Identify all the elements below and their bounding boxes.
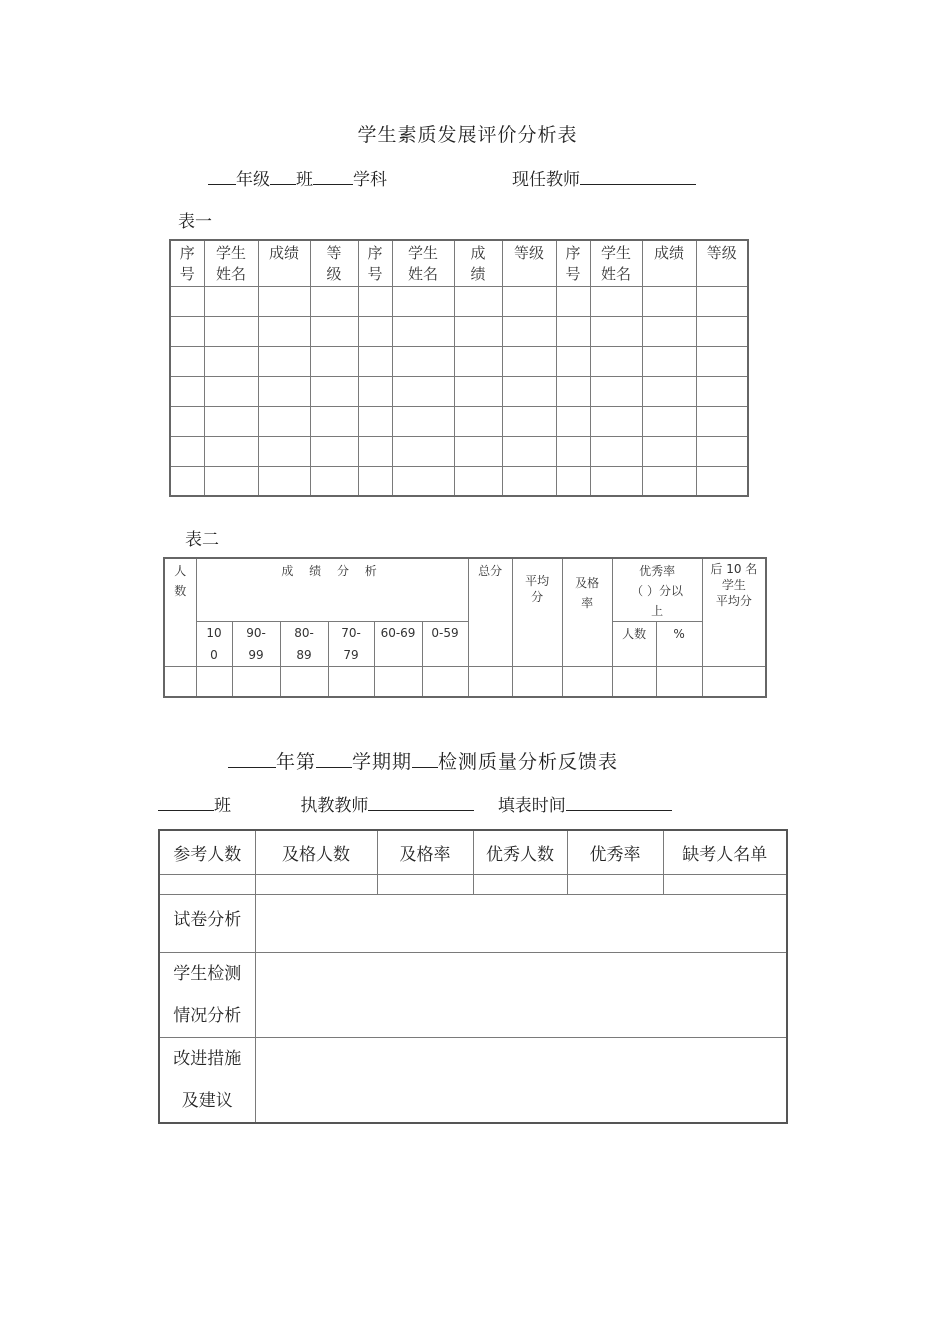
table1-cell <box>358 406 392 436</box>
table1-cell <box>642 316 696 346</box>
table1-cell <box>502 376 556 406</box>
table1-cell <box>502 316 556 346</box>
table1-cell <box>590 376 642 406</box>
table1-cell <box>392 346 454 376</box>
row-label-paper: 试卷分析 <box>159 894 255 952</box>
table1-cell <box>590 346 642 376</box>
col-score-analysis: 成 绩 分 析 <box>196 558 468 622</box>
table1-cell <box>454 466 502 496</box>
report-blank-cell <box>159 874 255 894</box>
teacher-label: 现任教师 <box>512 170 580 190</box>
table1-cell <box>454 436 502 466</box>
table1-cell <box>556 316 590 346</box>
table1-label: 表一 <box>178 212 212 232</box>
table2-cell <box>280 667 328 697</box>
table1-cell <box>392 316 454 346</box>
improve-cell <box>255 1037 787 1123</box>
table1 <box>169 239 749 497</box>
table1-cell <box>502 406 556 436</box>
table1-cell <box>454 346 502 376</box>
subject-label: 学科 <box>353 170 387 190</box>
table1-cell <box>502 346 556 376</box>
table1-cell <box>204 436 258 466</box>
table2-cell <box>512 667 562 697</box>
table1-cell <box>556 286 590 316</box>
meta-teacher: 执教教师 <box>300 796 369 816</box>
table1-cell <box>310 466 358 496</box>
table1-header-cell: 成绩 <box>258 240 310 286</box>
report-blank-cell <box>255 874 377 894</box>
report-header-cell: 缺考人名单 <box>663 830 787 874</box>
excellent-sub-cell: 人数 <box>612 622 656 667</box>
table1-cell <box>556 346 590 376</box>
table1-cell <box>696 316 748 346</box>
table1-cell <box>170 406 204 436</box>
table2-cell <box>612 667 656 697</box>
table1-cell <box>696 376 748 406</box>
report-title-term: 学期期 <box>352 751 413 773</box>
table1-cell <box>642 406 696 436</box>
table1-cell <box>392 466 454 496</box>
table1-header-cell: 学生 姓名 <box>204 240 258 286</box>
row-label-student: 学生检测 情况分析 <box>159 952 255 1037</box>
table1-cell <box>358 286 392 316</box>
table1-header-cell: 学生 姓名 <box>590 240 642 286</box>
table1-cell <box>696 406 748 436</box>
table1-cell <box>358 316 392 346</box>
table1-cell <box>556 406 590 436</box>
table2-label: 表二 <box>185 530 219 550</box>
table1-cell <box>204 316 258 346</box>
table1-header-cell: 序 号 <box>170 240 204 286</box>
table1-cell <box>310 316 358 346</box>
table1-cell <box>258 316 310 346</box>
report-table <box>158 829 788 1124</box>
col-avg: 平均 分 <box>512 558 562 667</box>
table1-cell <box>170 376 204 406</box>
report-header-cell: 参考人数 <box>159 830 255 874</box>
table1-cell <box>696 286 748 316</box>
score-band-cell: 10 0 <box>196 622 232 667</box>
report-title <box>228 747 618 774</box>
table-row <box>170 316 748 346</box>
score-band-cell: 90- 99 <box>232 622 280 667</box>
report-header-cell: 及格人数 <box>255 830 377 874</box>
table1-cell <box>590 436 642 466</box>
report-blank-cell <box>663 874 787 894</box>
table1-cell <box>358 466 392 496</box>
table1-cell <box>170 316 204 346</box>
table1-cell <box>454 286 502 316</box>
table1-cell <box>392 406 454 436</box>
report-header-cell: 优秀率 <box>567 830 663 874</box>
table1-cell <box>454 406 502 436</box>
report-blank-cell <box>473 874 567 894</box>
excellent-sub-cell: % <box>656 622 702 667</box>
table1-cell <box>642 286 696 316</box>
table1-cell <box>590 316 642 346</box>
table-row <box>170 286 748 316</box>
table1-cell <box>170 286 204 316</box>
table2-cell <box>562 667 612 697</box>
table1-cell <box>392 286 454 316</box>
table1-cell <box>502 466 556 496</box>
table1-cell <box>310 436 358 466</box>
table2-cell <box>468 667 512 697</box>
table1-cell <box>642 346 696 376</box>
report-title-year: 年第 <box>276 751 317 773</box>
table1-cell <box>556 436 590 466</box>
table1-cell <box>258 346 310 376</box>
table1-header-cell: 等级 <box>502 240 556 286</box>
table1-cell <box>358 346 392 376</box>
table1-header-cell: 等 级 <box>310 240 358 286</box>
table1-header-cell: 学生 姓名 <box>392 240 454 286</box>
meta-fill-time: 填表时间 <box>497 796 566 816</box>
table1-header-cell: 序 号 <box>358 240 392 286</box>
table2-cell <box>328 667 374 697</box>
table1-header-cell: 成绩 <box>642 240 696 286</box>
score-band-cell: 80- 89 <box>280 622 328 667</box>
table1-cell <box>502 436 556 466</box>
report-header-cell: 及格率 <box>377 830 473 874</box>
header-line <box>208 165 387 190</box>
table1-cell <box>556 466 590 496</box>
table1-cell <box>258 376 310 406</box>
table1-cell <box>258 406 310 436</box>
table1-cell <box>204 286 258 316</box>
table1-cell <box>310 346 358 376</box>
table1-cell <box>454 376 502 406</box>
table2-cell <box>422 667 468 697</box>
table1-cell <box>392 436 454 466</box>
table2-cell <box>196 667 232 697</box>
student-analysis-cell <box>255 952 787 1037</box>
report-title-rest: 检测质量分析反馈表 <box>438 751 619 773</box>
table1-cell <box>258 466 310 496</box>
table2-cell <box>232 667 280 697</box>
table1-cell <box>590 286 642 316</box>
score-band-cell: 60-69 <box>374 622 422 667</box>
report-meta <box>158 791 718 816</box>
table2-cell <box>656 667 702 697</box>
page-title: 学生素质发展评价分析表 <box>357 124 578 146</box>
report-blank-cell <box>377 874 473 894</box>
table1-cell <box>642 466 696 496</box>
table1-cell <box>590 466 642 496</box>
table1-cell <box>258 286 310 316</box>
table1-cell <box>258 436 310 466</box>
table2-cell <box>374 667 422 697</box>
table1-cell <box>204 346 258 376</box>
table2-cell <box>702 667 766 697</box>
paper-analysis-cell <box>255 894 787 952</box>
table1-cell <box>170 436 204 466</box>
col-total: 总分 <box>468 558 512 667</box>
teacher-line <box>512 165 696 190</box>
table1-cell <box>696 466 748 496</box>
table-row <box>170 346 748 376</box>
table2 <box>163 557 767 698</box>
table1-cell <box>556 376 590 406</box>
table2-cell <box>164 667 196 697</box>
grade-label: 年级 <box>236 170 270 190</box>
col-people: 人 数 <box>164 558 196 667</box>
table1-header-cell: 序 号 <box>556 240 590 286</box>
table1-cell <box>204 466 258 496</box>
table1-cell <box>642 436 696 466</box>
table1-cell <box>204 406 258 436</box>
table1-cell <box>454 316 502 346</box>
table1-cell <box>696 346 748 376</box>
table1-header-cell: 成 绩 <box>454 240 502 286</box>
table1-cell <box>310 286 358 316</box>
table1-cell <box>170 346 204 376</box>
table1-cell <box>358 376 392 406</box>
col-pass-rate: 及格 率 <box>562 558 612 667</box>
table1-cell <box>170 466 204 496</box>
table1-cell <box>696 436 748 466</box>
table1-cell <box>358 436 392 466</box>
table1-cell <box>204 376 258 406</box>
report-header-cell: 优秀人数 <box>473 830 567 874</box>
table1-cell <box>502 286 556 316</box>
table1-header-cell: 等级 <box>696 240 748 286</box>
table1-cell <box>590 406 642 436</box>
score-band-cell: 0-59 <box>422 622 468 667</box>
table1-cell <box>310 376 358 406</box>
class-label: 班 <box>296 170 313 190</box>
score-band-cell: 70- 79 <box>328 622 374 667</box>
col-excellent: 优秀率 （ ）分以 上 <box>612 558 702 622</box>
table-row <box>170 436 748 466</box>
table1-cell <box>310 406 358 436</box>
table-row <box>170 406 748 436</box>
table-row <box>170 376 748 406</box>
table1-cell <box>392 376 454 406</box>
col-bottom10: 后 10 名 学生 平均分 <box>702 558 766 667</box>
meta-class: 班 <box>214 796 231 816</box>
table-row <box>170 466 748 496</box>
row-label-improve: 改进措施 及建议 <box>159 1037 255 1123</box>
report-blank-cell <box>567 874 663 894</box>
table1-cell <box>642 376 696 406</box>
